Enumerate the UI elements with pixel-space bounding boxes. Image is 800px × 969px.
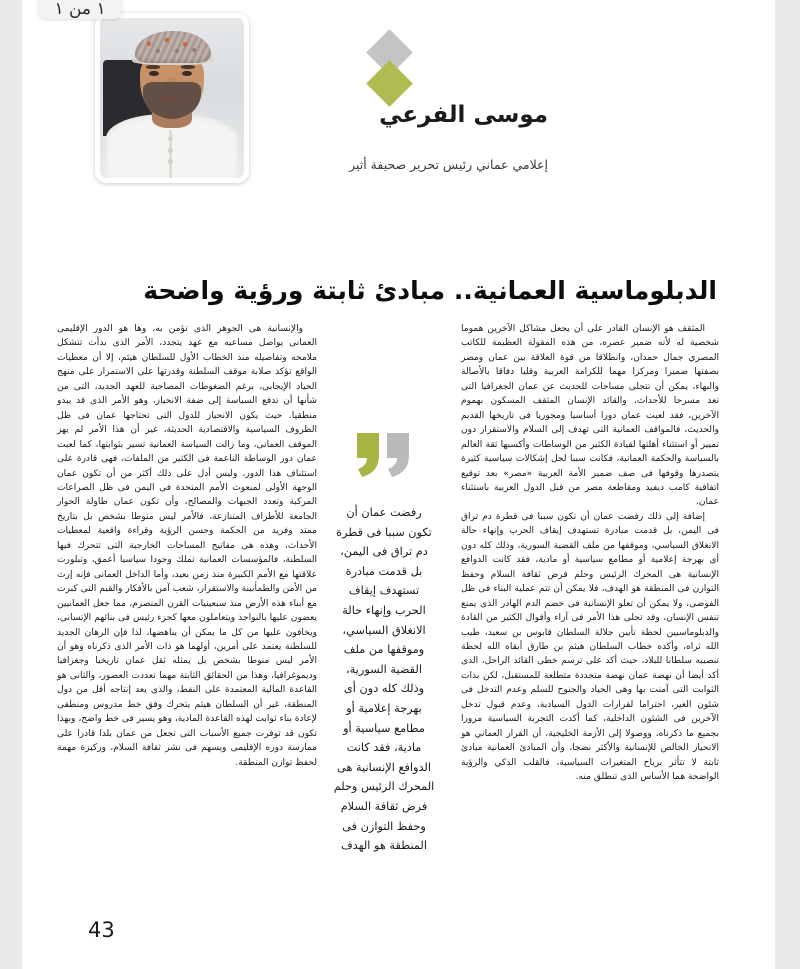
photo-mouth bbox=[163, 96, 180, 101]
author-photo bbox=[100, 18, 244, 178]
pull-quote bbox=[333, 322, 435, 856]
pull-quote-text: رفضت عمان أن تكون سببا فى قطرة دم تراق فى اليمن، بل قدمت مبادرة تستهدف إيقاف الحرب وإنهاء حالة الانغلاق السياسي، وموقفها من ملف القضية السورية، وذلك كله دون أى بهرجة إعلامية أو مطامع سياسية أو مادية، فقد كانت الدوافع الإنسانية هى المحرك الرئيس وحلم فرض ثقافة السلام وحفظ التوازن فى المنطقة هو الهدف bbox=[333, 506, 435, 853]
body-column-left bbox=[57, 322, 317, 920]
page-counter-badge[interactable] bbox=[38, 0, 122, 19]
article-body bbox=[57, 322, 719, 922]
quotation-mark-icon bbox=[353, 429, 415, 481]
paragraph: والإنسانية هى الجوهر الذى تؤمن به، وها هو الدور الإقليمى العمانى يواصل مساعيه مع عهد يتجدد، الأمر الذى بدأت تتشكل ملامحه وتفاصيله منذ الخطاب الأول للسلطان هيثم، إلا أن معطيات الواقع تؤكد صلابة موقف السلطنة وقدرتها على الاستمرار على منهج الحياد الإيجابى، برغم الضغوطات المصاحبة للعهد الجديد، التى من شأنها أن تدفع السياسة إلى ضفة الانحياز، وهو الأمر الذى قد يبدو منطقيا. حيث يكون الانحياز للدول التى تحتاجها عمان فى ظل الظروف السياسية والاقتصادية الحديثة، غير أن هذا الأمر لم يهز الموقف العمانى، وما زالت السياسة العمانية تسير بثوابتها، كما لعبت عمان دور الوساطة الناعمة فى الكثير من الملفات، فهى قادرة على استئناف هذا الدور، وليس أدل على ذلك أكثر من أن تكون عمان الوجهة الأولى لمبعوث الأمم المتحدة فى اليمن فى ظل الصراعات المركبة وتعدد الجبهات والمصالح، وأن تكون عمان طاولة الحوار الجامعة للأطراف المتنازعة، فالأمر ليس منوطا بشخص بل بتاريخ ممتد وفريد من الحكمة وحسن الرؤية وقراءة واقعية لمعطيات الأحداث، وهذه هى مفاتيح المساحات الخارجية التى تتحرك فيها السلطنة، فالمؤسسات العمانية تملك وجودا سياسيا أعمق، وتبلورت علاقتها مع الأمم الكبيرة منذ زمن بعيد، وأما الداخل العمانى فإنه إرث من الأمن والطمأنينة والاستقرار، شعب آمن بالأفكار والقيم التى كبرت مع أبناء هذه الأرض منذ سبعينيات القرن المنصرم، مما جعل العمانيين يعضون عليها بالنواجذ ويتعاملون معها كجزء رئيس فى بنائهم الإنسانى، ويخافون عليها من كل ما يمكن أن يناهضها، لذا فإن الرهان الجديد للسلطنة يعتمد على أمرين، أولهما هو ذات الأمر الذى ذكرناه وهو أن الأمر ليس منوطا بشخص بل يمثله ثقل عمان تاريخيا وجغرافيا وديموغرافيا، وهذا من الحقائق الثابتة مهما تعددت العصور، والثانى هو القاعدة المالية المعتمدة على النفط، والذى يعد إنتاجه أقل من دول المنطقة، غير أن السلطان هيثم يتحرك وفق خط مدروس ومنطقى لإعادة بناء ثوابت لهذه القاعدة المادية، وهو يسير فى خط واضح، وبهذا تكون قد توفرت جميع الأسباب التى تجعل من عمان بلدا قادرا على ممارسة دوره الإقليمى ويسهم فى نشر ثقافة السلام، وركيزة مهمة لحفظ توازن المنطقة. bbox=[57, 324, 317, 768]
page-counter-label: ١ من ١ bbox=[54, 0, 106, 19]
body-column-right bbox=[461, 322, 719, 920]
article-title: الدبلوماسية العمانية.. مبادئ ثابتة ورؤية واضحة bbox=[143, 275, 717, 305]
page-number: 43 bbox=[88, 918, 115, 942]
author-photo-frame bbox=[95, 13, 249, 183]
author-role: إعلامي عماني رئيس تحرير صحيفة أثير bbox=[349, 157, 548, 172]
diamond-olive-icon bbox=[366, 60, 413, 107]
magazine-page-sheet bbox=[22, 0, 775, 969]
photo-eyebrow-right bbox=[181, 65, 195, 69]
photo-eyebrow-left bbox=[146, 65, 160, 69]
article-header bbox=[22, 0, 775, 200]
author-name: موسى الفرعي bbox=[379, 102, 548, 128]
paragraph: المثقف هو الإنسان القادر على أن يجعل مشاكل الآخرين هموما شخصية له لأنه ضمير عصره، من هذه المقولة العظيمة للكاتب المصري جمال حمدان، وانطلاقا من قوة العلاقة بين عمان ومصر بصفتها ضميرا ومركزا مهما للكرامة العربية وقلبا دفاقا بالأصالة والبهاء، يمكن أن تتجلى مساحات للحديث عن عمان الجغرافيا التى تعد مسرحا للأحداث، والقائد الإنسان المثقف المسكون بهموم الآخرين، فقد لعبت عمان دورا أساسيا ومحوريا فى تاريخها القديم والحديث، فالمواقف العمانية التى تهدف إلى السلام والاستقرار دون تمييز أو استثناء أهلتها لقيادة الكثير من الوساطات وأكسبها ثقة العالم بالسياسة والحكمة العمانية، فكانت سببا لحل إشكالات سياسية كثيرة يتصدرها وقوفها فى صف ضمير الأمة العربية «مصر» بعد توقيع اتفاقية كامب ديفيد ومقاطعة مصر من قبل الدول العربية باستثناء عمان. bbox=[461, 324, 719, 508]
paragraph: إضافة إلى ذلك رفضت عمان أن تكون سببا فى قطرة دم تراق فى اليمن، بل قدمت مبادرة تستهدف إيقاف الحرب وإنهاء حالة الانغلاق السياسي، وموقفها من ملف القضية السورية، وذلك كله دون أى بهرجة إعلامية أو مطامع سياسية أو مادية، فقد كانت الدوافع الإنسانية هى المحرك الرئيس وحلم فرض ثقافة السلام وحفظ التوازن فى المنطقة هو الهدف، فلا يمكن أن تتم عملية البناء فى ظل الفوضى، ولا يمكن أن تعلو الإنسانية فى خضم الدم الهادر الذى يمنع تنفس الإنسان، وقد تجلى هذا الأمر فى آراء وأقوال الكثير من القادة والدبلوماسيين لحظة تأبين جلالة السلطان قابوس بن سعيد، طيب الله ثراه، وأكده خطاب السلطان هيثم بن طارق أبقاه الله لحظة تنصيبه سلطانا للبلاد، حيث أكد على ترسم خطى القائد الراحل، الذى أكد أيضا أن نهضة عمان نهضة متجددة متطلعة للمستقبل، لكن بذات الثوابت التى آمنت بها وهى الحياد والجنوح للسلم وعدم التدخل فى شئون الغير، احتراما لقرارات الدول السيادية، وعدم قبول تدخل الآخرين فى الشئون الداخلية، كما أكدت التجربة السياسية مرورا بجميع ما ذكرناه، ووصولا إلى الأزمة الخليجية، أن القرار العماني هو الانحياز الخالص للإنسانية والأكثر نضجا، وأن المبادئ العمانية مبادئ ثابتة لا تتأثر برياح المتغيرات السياسية، فالقلب الذكي والرؤية الواضحة هما الأساس الذى تنطلق منه. bbox=[461, 511, 719, 783]
